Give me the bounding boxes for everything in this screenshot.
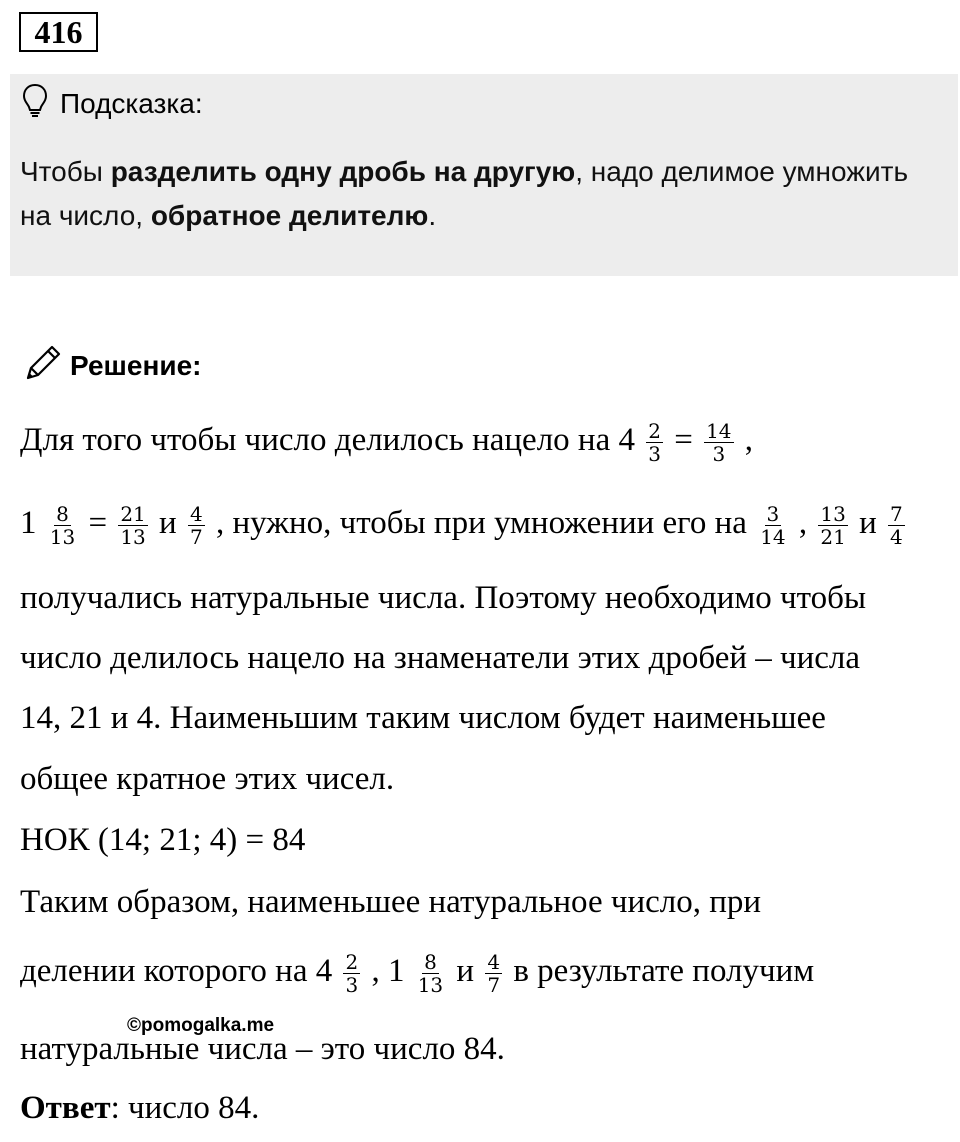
text: 1: [20, 505, 37, 542]
text: и: [456, 953, 475, 990]
hint-bold-part: разделить одну дробь на другую: [110, 156, 576, 187]
answer-text: : число 84.: [110, 1090, 260, 1126]
equals-sign: =: [88, 505, 108, 542]
fraction: $\frac{21}{13}$: [120, 502, 146, 549]
solution-title: [22, 344, 201, 388]
solution-line-9: [20, 951, 814, 996]
text: в результате получим: [513, 953, 815, 990]
hint-text-part: , надо делимое умножить на число,: [20, 156, 909, 231]
fraction: $\frac{14}{3}$: [706, 419, 732, 466]
text: , 1: [371, 953, 405, 990]
equals-sign: =: [674, 422, 693, 459]
hint-title-label: Подсказка:: [60, 88, 203, 119]
fraction: $\frac{4}{7}$: [189, 502, 203, 549]
solution-line-3: получались натуральные числа. Поэтому необходимо чтобы: [20, 580, 867, 616]
solution-line-6: общее кратное этих чисел.: [20, 761, 395, 797]
task-number: 416: [19, 12, 98, 52]
fraction: $\frac{2}{3}$: [345, 950, 359, 997]
solution-title-label: Решение:: [70, 350, 202, 381]
hint-bold-part: обратное делителю: [150, 200, 429, 231]
hint-title: [22, 84, 203, 124]
watermark: ©pomogalka.me: [127, 1015, 275, 1036]
fraction: $\frac{7}{4}$: [890, 502, 903, 549]
hint-text-part: .: [428, 200, 437, 231]
fraction: $\frac{3}{14}$: [760, 502, 786, 549]
solution-line-4: число делилось нацело на знаменатели этих дробей – числа: [20, 640, 861, 676]
fraction: $\frac{8}{13}$: [49, 502, 76, 549]
fraction: $\frac{2}{3}$: [648, 419, 661, 466]
solution-line-5: 14, 21 и 4. Наименьшим таким числом будет наименьшее: [20, 700, 826, 736]
pencil-icon: [22, 342, 70, 391]
solution-line-1: [20, 420, 753, 465]
fraction: $\frac{8}{13}$: [417, 950, 444, 997]
hint-text-part: Чтобы: [20, 156, 111, 187]
solution-line-2: [20, 503, 908, 548]
answer-label: Ответ: [20, 1090, 111, 1126]
text: и: [159, 505, 177, 542]
text: , нужно, чтобы при умножении его на: [215, 505, 747, 542]
answer-line: [20, 1088, 259, 1128]
text: делении которого на 4: [20, 953, 333, 990]
fraction: $\frac{4}{7}$: [487, 950, 501, 997]
solution-line-8: Таким образом, наименьшее натуральное число, при: [20, 884, 762, 920]
fraction: $\frac{13}{21}$: [820, 502, 846, 549]
text: ,: [744, 422, 754, 459]
text: ,: [798, 505, 808, 542]
solution-line-7: НОК (14; 21; 4) = 84: [20, 822, 306, 858]
lightbulb-icon: [22, 83, 60, 126]
text: Для того чтобы число делилось нацело на 4: [20, 422, 635, 459]
solution-line-10: натуральные числа – это число 84.: [20, 1031, 505, 1067]
text: и: [859, 505, 877, 542]
hint-text: [20, 150, 940, 238]
